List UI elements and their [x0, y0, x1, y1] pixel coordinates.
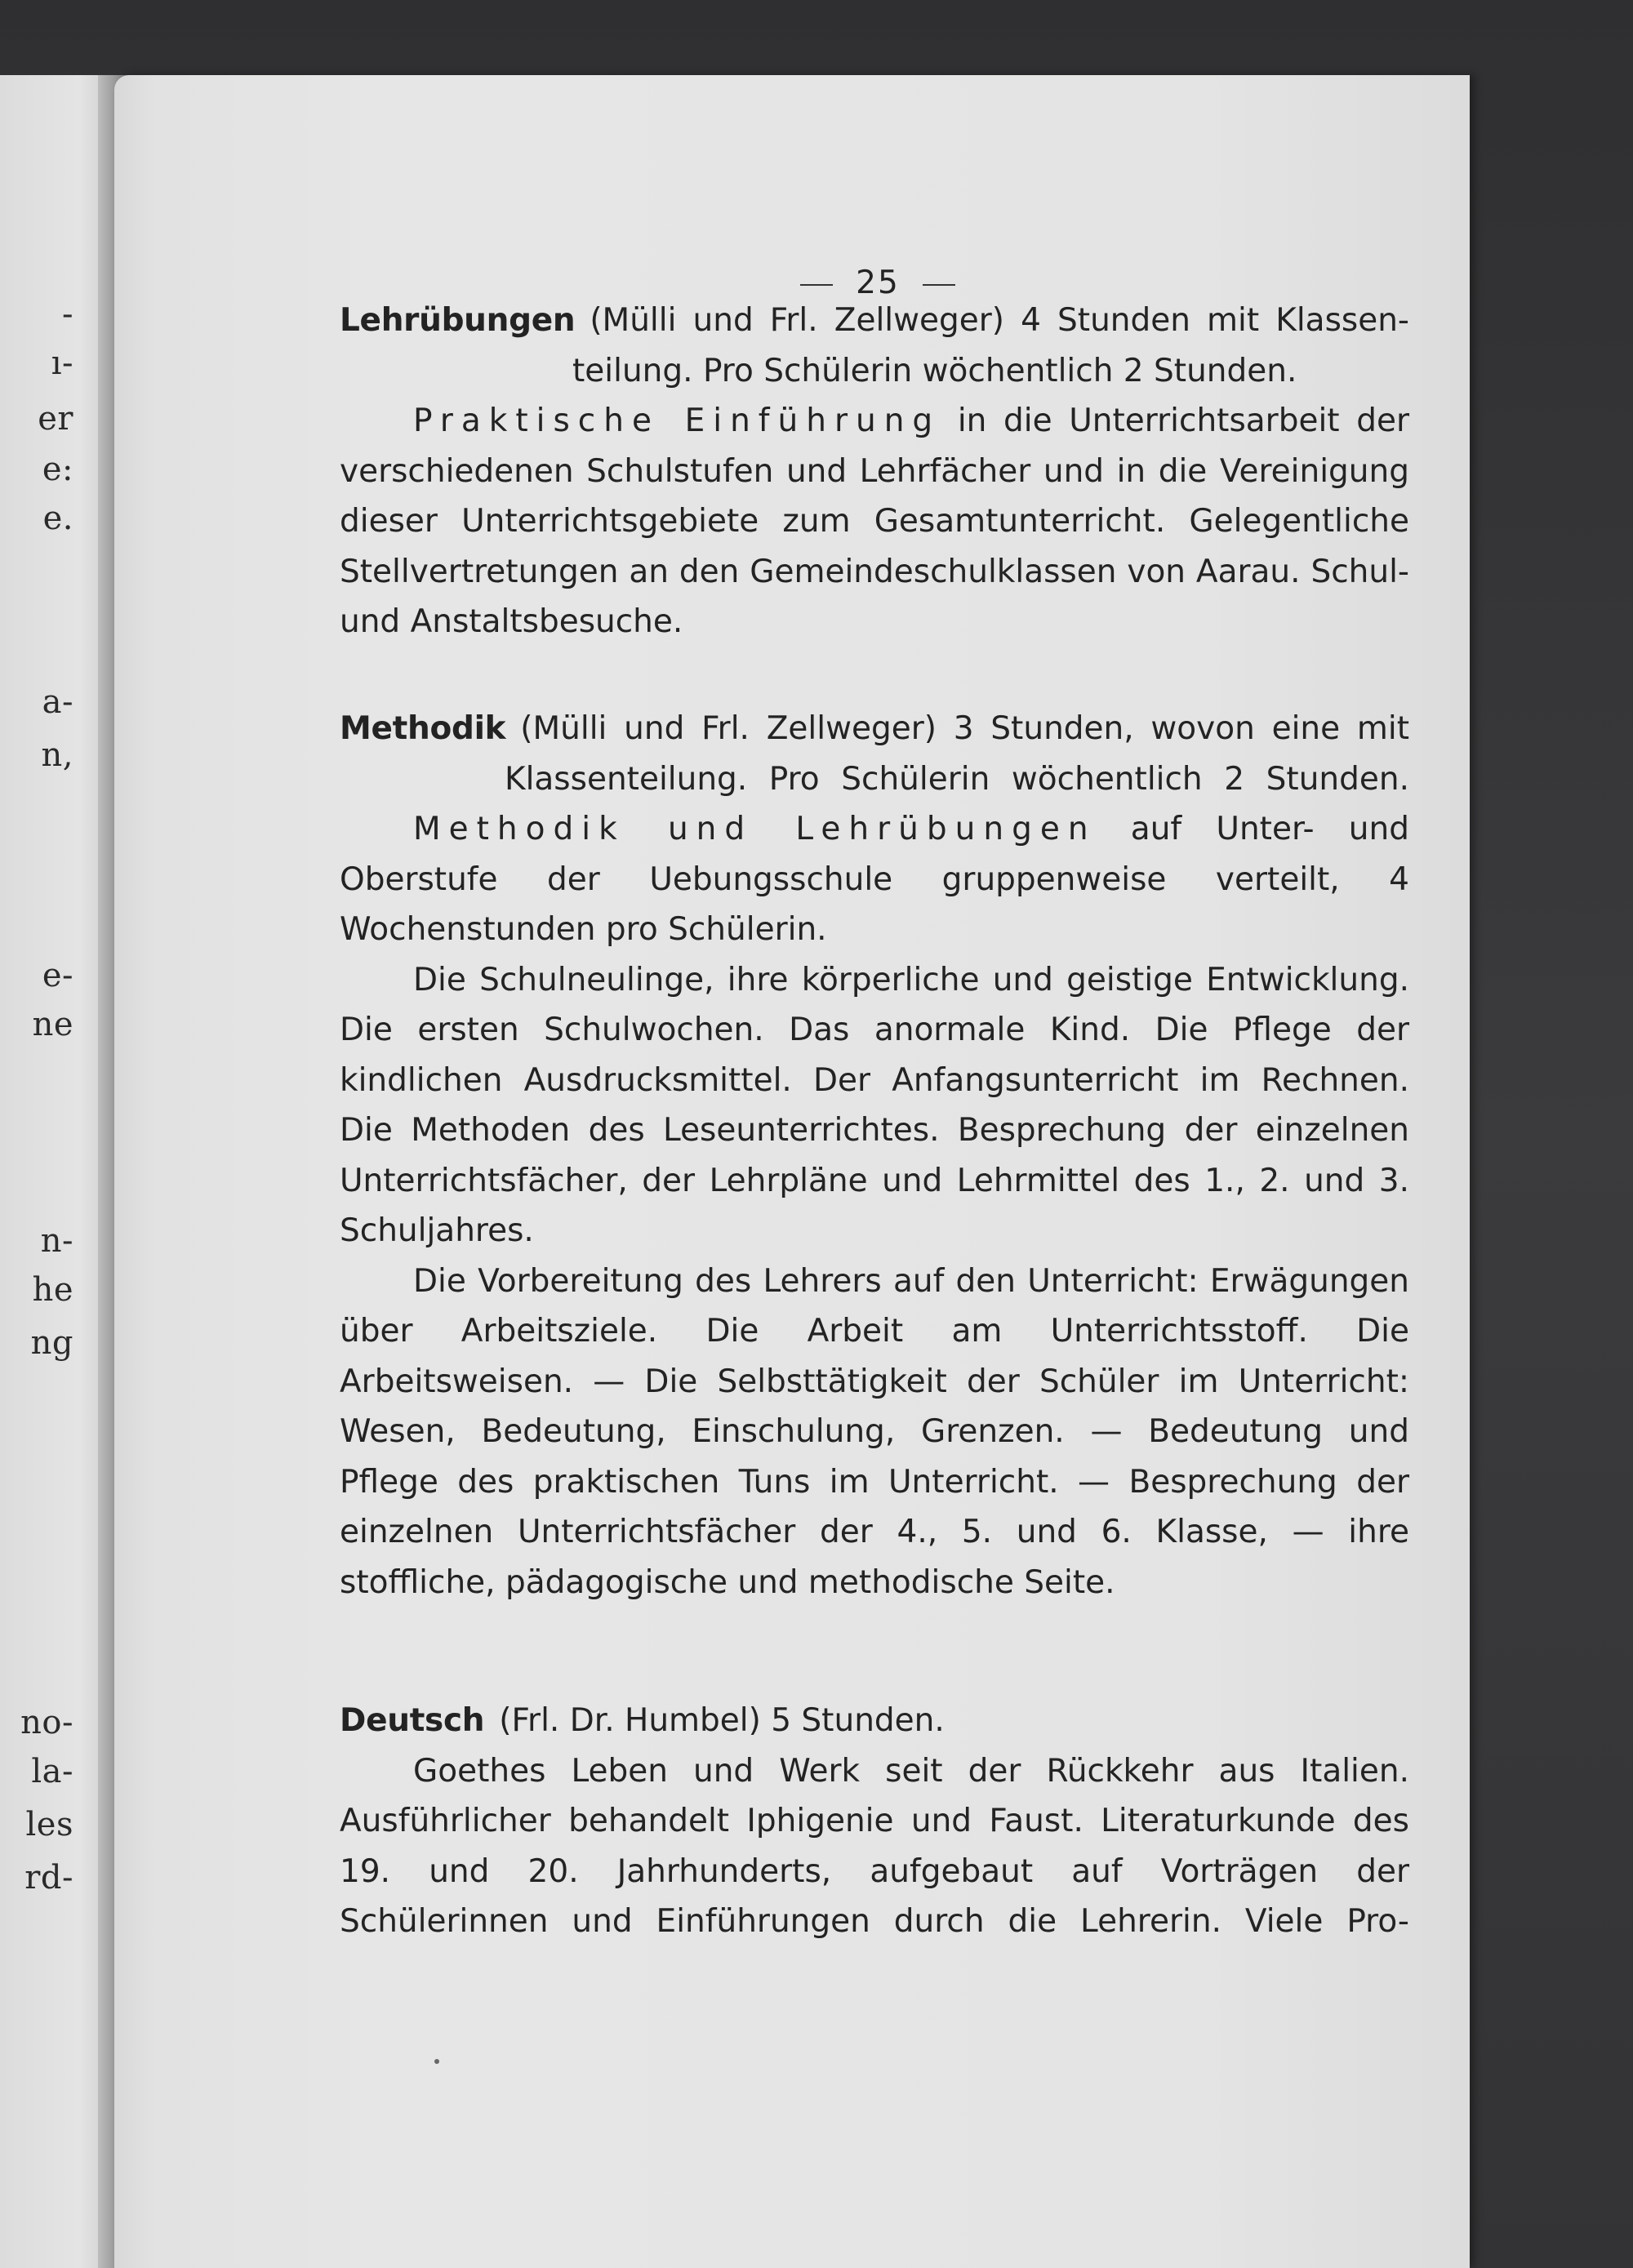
margin-fragment: ne — [32, 1006, 73, 1043]
section-heading-text: (Mülli und Frl. Zellweger) 3 Stunden, wovon eine mit — [520, 710, 1409, 747]
section-term: Deutsch — [340, 1702, 485, 1739]
margin-fragment: n- — [40, 1222, 73, 1260]
dash-left — [800, 284, 833, 286]
paragraph — [340, 804, 1409, 955]
section-heading-text: (Frl. Dr. Humbel) 5 Stunden. — [499, 1702, 945, 1739]
dash-right — [923, 284, 955, 286]
margin-fragment: la- — [31, 1753, 73, 1790]
paragraph: Die Schulneulinge, ihre körperliche und geistige Entwicklung. Die ersten Schulwochen. Das anormale Kind. Die Pflege der kindlichen Ausdrucksmittel. Der Anfangsunterricht im Rechnen. Die Methoden des Leseunterrichtes. Besprechung der einzelnen Unterrichtsfächer, der Lehrpläne und Lehrmittel des 1., 2. und 3. Schuljahres. — [340, 961, 1409, 1249]
section-heading-text: (Mülli und Frl. Zellweger) 4 Stunden mit Klassen- — [590, 302, 1409, 339]
margin-fragment: ı- — [51, 345, 73, 382]
section-heading-continuation: Klassenteilung. Pro Schülerin wöchentlich 2 Stunden. — [505, 760, 1409, 798]
paragraph: Die Vorbereitung des Lehrers auf den Unterricht: Erwägungen über Arbeitsziele. Die Arbeit am Unterrichtsstoff. Die Arbeitsweisen. — Die Selbsttätigkeit der Schüler im Unterricht: Wesen, Bedeutung, Einschulung, Grenzen. — Bedeutung und Pflege des praktischen Tuns im Unterricht. — Besprechung der einzelnen Unterrichtsfächer der 4., 5. und 6. Klasse, — ihre stoffliche, pädagogische und methodische Seite. — [340, 1262, 1409, 1601]
margin-fragment: a- — [42, 683, 73, 721]
margin-fragment: he — [32, 1271, 73, 1309]
section-deutsch — [340, 1696, 1409, 1947]
margin-fragment: ng — [30, 1324, 73, 1362]
book-page — [114, 75, 1470, 2268]
spaced-emphasis: Praktische Einführung — [413, 402, 941, 439]
margin-fragment: er — [38, 400, 73, 438]
paragraph: Goethes Leben und Werk seit der Rückkehr aus Italien. Ausführlicher behandelt Iphigenie und Faust. Literaturkunde des 19. und 20. Jahrhunderts, aufgebaut auf Vorträgen der Schülerinnen und Einführungen durch die Lehrerin. Viele Pro- — [340, 1752, 1409, 1940]
margin-fragment: no- — [20, 1704, 73, 1741]
print-speck — [434, 2059, 439, 2064]
margin-fragment: les — [25, 1806, 73, 1843]
margin-fragment: e- — [42, 957, 73, 994]
section-term: Methodik — [340, 710, 506, 747]
section-heading-continuation: teilung. Pro Schülerin wöchentlich 2 Stunden. — [572, 352, 1297, 389]
paragraph — [340, 396, 1409, 647]
section-heading-line — [340, 1696, 1409, 1746]
spaced-emphasis: Methodik und Lehrübungen — [413, 811, 1097, 847]
section-lehruebungen — [340, 296, 1409, 647]
section-heading-line — [340, 704, 1409, 754]
section-heading-line — [340, 296, 1409, 346]
margin-fragment: rd- — [24, 1859, 73, 1897]
paragraph-text: in die Unterrichtsarbeit der verschiedenen Schulstufen und Lehrfächer und in die Vereinigung dieser Unterrichtsgebiete zum Gesamtunterricht. Gelegentliche Stellvertretungen an den Gemeindeschulklassen von Aarau. Schul- und Anstaltsbesuche. — [340, 402, 1410, 640]
page-number-text: 25 — [856, 265, 900, 301]
margin-fragment: n, — [41, 736, 73, 774]
section-methodik — [340, 704, 1409, 1608]
section-term: Lehrübungen — [340, 302, 576, 339]
margin-fragment: e: — [42, 451, 73, 488]
margin-fragment: e. — [42, 500, 73, 537]
paragraph-text: auf Unter- und Oberstufe der Uebungsschule gruppenweise verteilt, 4 Wochenstunden pro Schülerin. — [340, 811, 1409, 948]
margin-fragment: - — [61, 296, 73, 333]
